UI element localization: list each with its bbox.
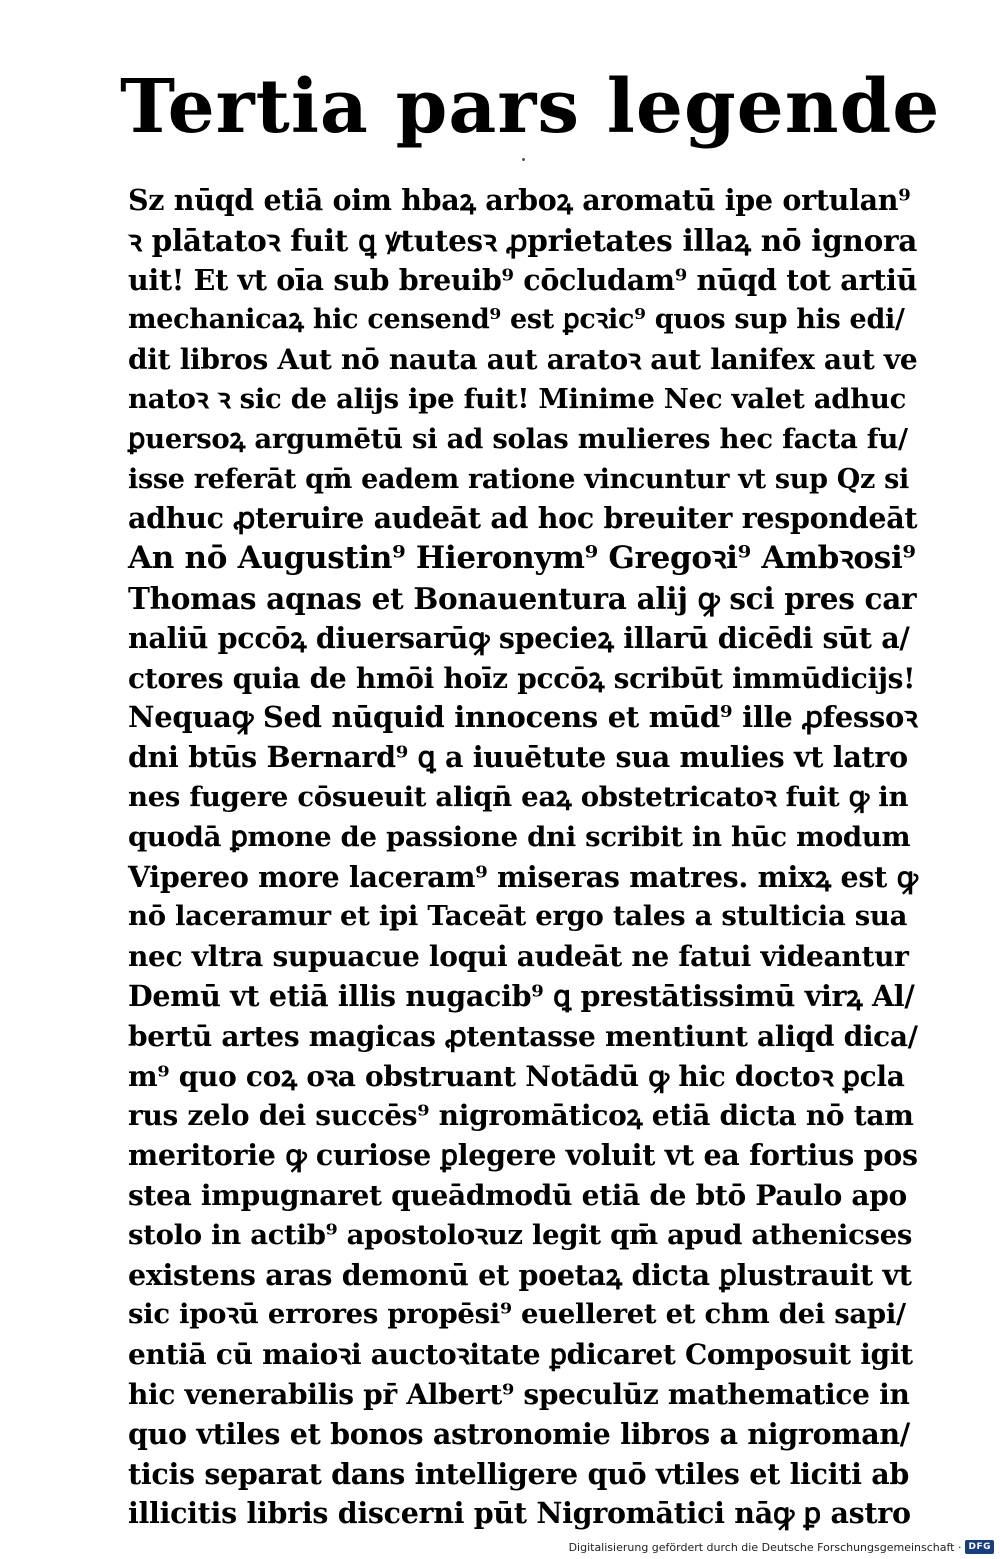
text-line: meritorie ꝙ curiose ꝑlegere voluit vt ea fortius pos (128, 1138, 918, 1173)
text-line: dni btūs Bernard⁹ ꝗ a iuuētute sua mulies vt latro (128, 740, 908, 775)
footer-credit (569, 1540, 994, 1554)
text-line: bertū artes magicas ꝓtentasse mentiunt aliqd dica/ (128, 1019, 918, 1053)
text-line: quo vtiles et bonos astronomie libros a nigroman/ (128, 1416, 910, 1451)
page-heading: Tertia pars legende (120, 64, 941, 150)
footer-credit-text: Digitalisierung gefördert durch die Deutsche Forschungsgemeinschaft · (568, 1540, 962, 1554)
text-line: naliū pccōꝝ diuersarūꝙ specieꝝ illarū dicēdi sūt a/ (128, 620, 910, 655)
text-line: existens aras demonū et poetaꝝ dicta ꝑlustrauit vt (128, 1257, 912, 1292)
text-line: uit! Et vt oīa sub breuib⁹ cōcludam⁹ nūqd tot artiū (128, 262, 917, 297)
text-line: stolo in actib⁹ apostoloꝛuz legit qm̄ apud athenicses (128, 1218, 913, 1251)
text-line: Thomas aqnas et Bonauentura alij ꝙ sci pres car (128, 580, 917, 616)
text-line: isse referāt qm̄ eadem ratione vincuntur vt sup Qz si (128, 463, 910, 495)
text-line: sic ipoꝛū errores propēsi⁹ euelleret et chm dei sapi/ (128, 1298, 906, 1331)
text-line: ꝑuersoꝝ argumētū si ad solas mulieres hec facta fu/ (128, 422, 908, 455)
text-line: Vipereo more laceram⁹ miseras matres. mixꝝ est ꝙ (128, 859, 918, 894)
scan-speck (522, 158, 525, 161)
text-line: dit libros Aut nō nauta aut aratoꝛ aut lanifex aut ve (128, 343, 918, 377)
text-line: nes fugere cōsueuit aliqn̄ eaꝝ obstetricatoꝛ fuit ꝙ in (128, 780, 909, 813)
text-line: illicitis libris discerni pūt Nigromātici nāꝙ ꝑ astro (128, 1496, 911, 1531)
text-line: stea impugnaret queādmodū etiā de btō Paulo apo (128, 1178, 907, 1212)
text-line: nō laceramur et ipi Taceāt ergo tales a stulticia sua (128, 900, 908, 933)
text-line: natoꝛ ꝛ sic de alijs ipe fuit! Minime Nec valet adhuc (128, 382, 907, 415)
text-line: m⁹ quo coꝝ oꝛa obstruant Notādū ꝙ hic doctoꝛ ꝑcla (128, 1059, 905, 1093)
text-line: ctores quia de hmōi hoīz pccōꝝ scribūt immūdicijs! (128, 661, 916, 695)
text-line: adhuc ꝓteruire audeāt ad hoc breuiter respondeāt (128, 501, 918, 536)
text-line: quodā ꝑmone de passione dni scribit in hūc modum (128, 820, 911, 853)
text-line: Sz nūqd etiā oim hbaꝝ arboꝝ aromatū ipe ortulan⁹ (128, 183, 911, 217)
text-line: rus zelo dei succēs⁹ nigromāticoꝝ etiā dicta nō tam (128, 1099, 914, 1133)
text-line: ticis separat dans intelligere quō vtiles et liciti ab (128, 1456, 910, 1491)
text-line: entiā cū maioꝛi auctoꝛitate ꝑdicaret Composuit igit (128, 1338, 913, 1372)
text-line: Demū vt etiā illis nugacib⁹ ꝗ prestātissimū virꝝ Al/ (128, 978, 915, 1013)
dfg-logo-icon: DFG (965, 1540, 994, 1554)
text-line: An nō Augustin⁹ Hieronym⁹ Gregoꝛi⁹ Ambꝛosi⁹ (128, 540, 916, 577)
body-text-block (128, 181, 918, 1534)
text-line: ꝛ plātatoꝛ fuit ꝗ ꝟtutesꝛ ꝓprietates illaꝝ nō ignora (128, 222, 918, 258)
text-line: mechanicaꝝ hic censend⁹ est ꝑcꝛic⁹ quos sup his edi/ (128, 304, 905, 336)
text-line: Nequaꝙ Sed nūquid innocens et mūd⁹ ille ꝓfessoꝛ (128, 700, 918, 735)
text-line: nec vltra supuacue loqui audeāt ne fatui videantur (128, 940, 909, 974)
text-line: hic venerabilis pr̄ Albert⁹ speculūz mathematice in (128, 1377, 910, 1411)
